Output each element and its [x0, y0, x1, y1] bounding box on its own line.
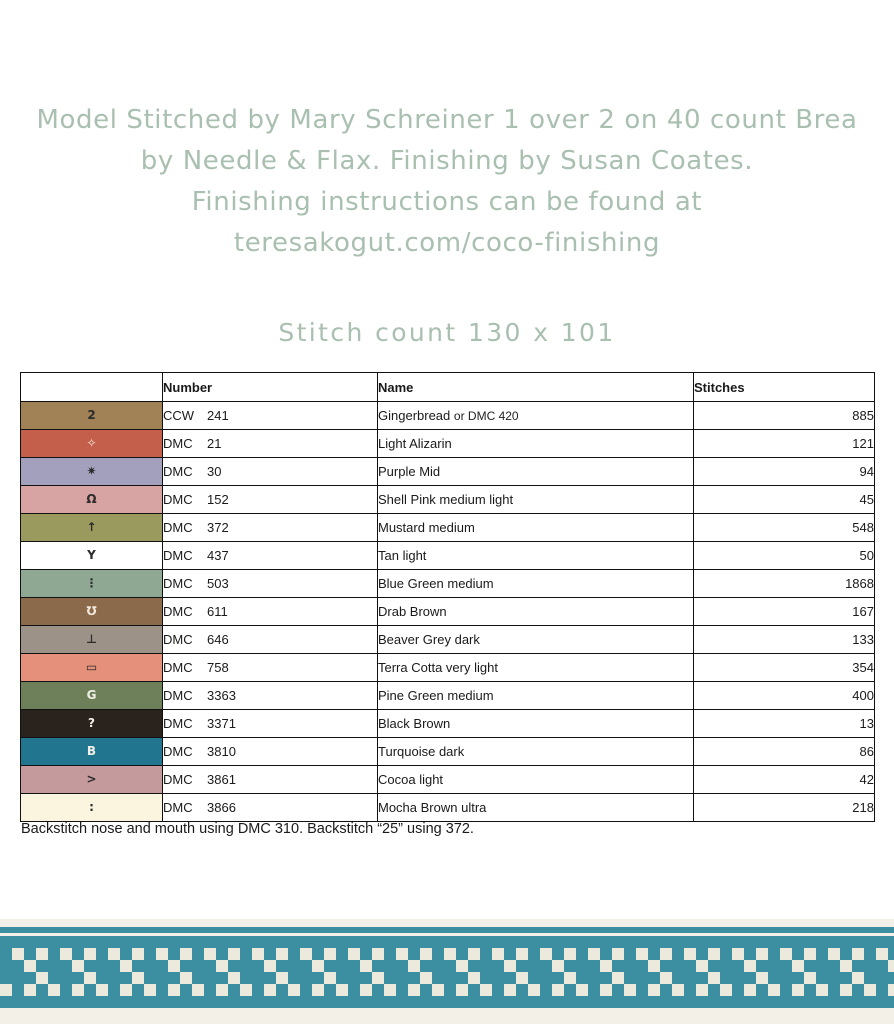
band-cell	[168, 984, 180, 996]
floss-code: 758	[207, 660, 229, 675]
band-cell	[72, 984, 84, 996]
band-cell	[840, 984, 852, 996]
band-cell	[228, 972, 240, 984]
band-cell	[864, 984, 876, 996]
band-cell	[288, 984, 300, 996]
band-cell	[468, 948, 480, 960]
stitch-count-cell: 400	[694, 682, 875, 710]
stitch-symbol: G	[86, 688, 97, 702]
floss-brand: DMC	[163, 716, 193, 731]
floss-number-cell	[163, 626, 378, 654]
floss-brand: DMC	[163, 688, 193, 703]
band-cell	[324, 948, 336, 960]
band-cell	[732, 948, 744, 960]
stitch-symbol: 2	[87, 408, 96, 422]
band-cell	[252, 948, 264, 960]
stitch-count-cell: 45	[694, 486, 875, 514]
floss-code: 3866	[207, 800, 236, 815]
stitch-count-cell: 133	[694, 626, 875, 654]
band-cell	[396, 948, 408, 960]
band-cell	[24, 984, 36, 996]
table-row	[21, 710, 875, 738]
stitch-count-cell: 42	[694, 766, 875, 794]
floss-name: Terra Cotta very light	[378, 660, 498, 675]
stitch-symbol: ⊥	[86, 632, 97, 646]
band-cell	[0, 984, 12, 996]
band-cell	[36, 972, 48, 984]
band-cell	[456, 960, 468, 972]
floss-table	[20, 372, 875, 822]
floss-name: Mustard medium	[378, 520, 475, 535]
band-cell	[708, 972, 720, 984]
floss-name: Light Alizarin	[378, 436, 452, 451]
column-header-symbol	[21, 373, 163, 402]
band-cell	[696, 984, 708, 996]
floss-brand: DMC	[163, 660, 193, 675]
band-cell	[336, 984, 348, 996]
floss-code: 372	[207, 520, 229, 535]
floss-brand: DMC	[163, 632, 193, 647]
table-row	[21, 682, 875, 710]
credits-block	[0, 100, 894, 264]
floss-name-cell	[378, 458, 694, 486]
band-cell	[744, 984, 756, 996]
band-cell	[132, 948, 144, 960]
floss-code: 437	[207, 548, 229, 563]
floss-code: 241	[207, 408, 229, 423]
band-cell	[840, 960, 852, 972]
floss-name: Shell Pink medium light	[378, 492, 514, 507]
color-swatch-cell	[21, 794, 163, 822]
floss-brand: DMC	[163, 436, 193, 451]
band-cell	[408, 984, 420, 996]
table-row	[21, 430, 875, 458]
stitch-symbol: ↑	[86, 520, 97, 534]
color-swatch-cell	[21, 738, 163, 766]
stitch-symbol: ℧	[86, 604, 97, 618]
floss-number-cell	[163, 570, 378, 598]
band-cell	[420, 948, 432, 960]
floss-number-cell	[163, 738, 378, 766]
floss-name: Black Brown	[378, 716, 451, 731]
floss-name-cell	[378, 598, 694, 626]
band-cell	[144, 984, 156, 996]
floss-name: Purple Mid	[378, 464, 441, 479]
floss-number-cell	[163, 430, 378, 458]
band-cell	[180, 948, 192, 960]
band-cell	[372, 948, 384, 960]
floss-name-cell	[378, 542, 694, 570]
floss-brand: DMC	[163, 604, 193, 619]
floss-brand: DMC	[163, 744, 193, 759]
floss-code: 152	[207, 492, 229, 507]
floss-brand: DMC	[163, 492, 193, 507]
floss-name-cell	[378, 738, 694, 766]
floss-name-cell	[378, 794, 694, 822]
band-cell	[516, 972, 528, 984]
stitch-symbol: ✷	[86, 464, 97, 478]
band-cell	[492, 948, 504, 960]
color-swatch-cell	[21, 458, 163, 486]
floss-name-cell	[378, 430, 694, 458]
band-cell	[420, 972, 432, 984]
band-cell	[264, 984, 276, 996]
band-cell	[672, 984, 684, 996]
backstitch-note: Backstitch nose and mouth using DMC 310. Backstitch “25” using 372.	[21, 821, 474, 837]
floss-code: 3371	[207, 716, 236, 731]
stitch-count-cell: 121	[694, 430, 875, 458]
band-cell	[264, 960, 276, 972]
band-cell	[612, 972, 624, 984]
band-cell	[240, 984, 252, 996]
stitch-symbol: Y	[87, 548, 96, 562]
band-cell	[564, 972, 576, 984]
floss-name-cell	[378, 402, 694, 430]
table-row	[21, 626, 875, 654]
stitch-symbol: ✧	[86, 436, 97, 450]
band-cell	[552, 960, 564, 972]
floss-brand: DMC	[163, 520, 193, 535]
floss-number-cell	[163, 682, 378, 710]
band-cell	[108, 948, 120, 960]
band-cell	[636, 948, 648, 960]
floss-code: 646	[207, 632, 229, 647]
color-swatch-cell	[21, 626, 163, 654]
floss-name: Cocoa light	[378, 772, 444, 787]
band-cell	[792, 960, 804, 972]
floss-code: 611	[207, 604, 228, 619]
band-cell	[360, 960, 372, 972]
band-cell	[852, 948, 864, 960]
table-header-row	[21, 373, 875, 402]
band-top-line	[0, 927, 894, 933]
floss-code: 503	[207, 576, 229, 591]
floss-code: 3861	[207, 772, 236, 787]
table-row	[21, 654, 875, 682]
stitch-count-cell: 885	[694, 402, 875, 430]
floss-number-cell	[163, 598, 378, 626]
floss-code: 21	[207, 436, 222, 451]
stitch-symbol: ▭	[85, 660, 98, 674]
credits-line-4: teresakogut.com/coco-finishing	[233, 228, 661, 258]
column-header-stitches: Stitches	[694, 373, 875, 402]
floss-brand: CCW	[163, 408, 195, 423]
band-cell	[312, 984, 324, 996]
band-cell	[216, 984, 228, 996]
band-cell	[744, 960, 756, 972]
column-header-number: Number	[163, 373, 378, 402]
band-cell	[804, 948, 816, 960]
band-cell	[504, 960, 516, 972]
band-cell	[156, 948, 168, 960]
floss-name-cell	[378, 514, 694, 542]
band-cell	[888, 984, 894, 996]
floss-number-cell	[163, 654, 378, 682]
band-cell	[12, 948, 24, 960]
band-cell	[696, 960, 708, 972]
band-cell	[660, 972, 672, 984]
band-cell	[648, 984, 660, 996]
color-swatch-cell	[21, 710, 163, 738]
floss-name: Tan light	[378, 548, 427, 563]
band-cell	[300, 948, 312, 960]
band-cell	[852, 972, 864, 984]
floss-number-cell	[163, 486, 378, 514]
floss-name: Gingerbread	[378, 408, 451, 423]
credits-line-1: Model Stitched by Mary Schreiner 1 over 2 on 40 count Brea	[36, 105, 858, 135]
band-cell	[528, 984, 540, 996]
floss-name-cell	[378, 570, 694, 598]
table-row	[21, 766, 875, 794]
band-cell	[624, 984, 636, 996]
band-cell	[204, 948, 216, 960]
stitch-symbol: Ω	[86, 492, 97, 506]
band-cell	[768, 984, 780, 996]
band-cell	[660, 948, 672, 960]
band-cell	[372, 972, 384, 984]
floss-number-cell	[163, 794, 378, 822]
floss-name-cell	[378, 626, 694, 654]
band-cell	[84, 972, 96, 984]
floss-name-cell	[378, 682, 694, 710]
floss-name-cell	[378, 486, 694, 514]
band-cell	[168, 960, 180, 972]
band-cell	[360, 984, 372, 996]
band-cell	[408, 960, 420, 972]
table-row	[21, 514, 875, 542]
band-cell	[828, 948, 840, 960]
floss-name: Pine Green medium	[378, 688, 494, 703]
table-row	[21, 794, 875, 822]
floss-code: 3810	[207, 744, 236, 759]
band-cell	[756, 972, 768, 984]
band-cell	[588, 948, 600, 960]
floss-brand: DMC	[163, 800, 193, 815]
stitch-symbol: B	[86, 744, 97, 758]
band-cell	[468, 972, 480, 984]
band-cell	[720, 984, 732, 996]
table-row	[21, 738, 875, 766]
color-swatch-cell	[21, 514, 163, 542]
band-cell	[576, 984, 588, 996]
band-cell	[804, 972, 816, 984]
stitch-count-label: Stitch count 130 x 101	[278, 318, 616, 347]
floss-name-cell	[378, 766, 694, 794]
band-cell	[72, 960, 84, 972]
credits-line-3: Finishing instructions can be found at	[191, 187, 703, 217]
band-cell	[192, 984, 204, 996]
band-cell	[456, 984, 468, 996]
color-swatch-cell	[21, 486, 163, 514]
band-cell	[504, 984, 516, 996]
band-cell	[600, 960, 612, 972]
band-cell	[756, 948, 768, 960]
floss-name: Beaver Grey dark	[378, 632, 480, 647]
band-cell	[120, 984, 132, 996]
stitch-symbol: >	[86, 772, 97, 786]
band-cell	[96, 984, 108, 996]
floss-name-cell	[378, 710, 694, 738]
band-checker-pattern	[0, 936, 894, 1008]
color-swatch-cell	[21, 598, 163, 626]
band-cell	[348, 948, 360, 960]
band-cell	[684, 948, 696, 960]
band-cell	[60, 948, 72, 960]
band-cell	[84, 948, 96, 960]
floss-number-cell	[163, 402, 378, 430]
color-swatch-cell	[21, 654, 163, 682]
floss-name: Blue Green medium	[378, 576, 494, 591]
floss-number-cell	[163, 514, 378, 542]
stitch-count-cell: 354	[694, 654, 875, 682]
floss-name: Drab Brown	[378, 604, 447, 619]
floss-code: 30	[207, 464, 222, 479]
color-swatch-cell	[21, 430, 163, 458]
band-cell	[228, 948, 240, 960]
band-cell	[276, 972, 288, 984]
floss-brand: DMC	[163, 464, 193, 479]
band-cell	[216, 960, 228, 972]
color-swatch-cell	[21, 402, 163, 430]
floss-name: Mocha Brown ultra	[378, 800, 487, 815]
band-cell	[324, 972, 336, 984]
stitch-count-cell: 1868	[694, 570, 875, 598]
table-row	[21, 458, 875, 486]
band-cell	[120, 960, 132, 972]
band-cell	[24, 960, 36, 972]
floss-name-alt: or DMC 420	[453, 409, 519, 423]
decorative-border-band	[0, 919, 894, 1024]
band-cell	[780, 948, 792, 960]
band-cell	[708, 948, 720, 960]
color-swatch-cell	[21, 766, 163, 794]
color-swatch-cell	[21, 542, 163, 570]
table-row	[21, 542, 875, 570]
band-cell	[816, 984, 828, 996]
band-cell	[276, 948, 288, 960]
color-swatch-cell	[21, 570, 163, 598]
floss-number-cell	[163, 766, 378, 794]
band-cell	[312, 960, 324, 972]
stitch-count-cell: 50	[694, 542, 875, 570]
table-row	[21, 598, 875, 626]
floss-number-cell	[163, 542, 378, 570]
stitch-count-cell: 548	[694, 514, 875, 542]
band-cell	[888, 960, 894, 972]
floss-brand: DMC	[163, 772, 193, 787]
floss-number-cell	[163, 458, 378, 486]
floss-brand: DMC	[163, 576, 193, 591]
band-cell	[36, 948, 48, 960]
floss-name-cell	[378, 654, 694, 682]
stitch-count-cell: 86	[694, 738, 875, 766]
floss-name: Turquoise dark	[378, 744, 465, 759]
band-cell	[132, 972, 144, 984]
floss-brand: DMC	[163, 548, 193, 563]
band-cell	[600, 984, 612, 996]
column-header-name: Name	[378, 373, 694, 402]
stitch-count-cell: 13	[694, 710, 875, 738]
table-row	[21, 402, 875, 430]
stitch-count-cell: 167	[694, 598, 875, 626]
band-cell	[552, 984, 564, 996]
band-cell	[564, 948, 576, 960]
stitch-symbol: ⋮	[85, 576, 98, 590]
stitch-count-cell: 218	[694, 794, 875, 822]
band-cell	[648, 960, 660, 972]
credits-line-2: by Needle & Flax. Finishing by Susan Coates.	[140, 146, 754, 176]
stitch-count-cell: 94	[694, 458, 875, 486]
band-cell	[876, 948, 888, 960]
stitch-symbol: ?	[88, 716, 95, 730]
floss-code: 3363	[207, 688, 236, 703]
table-row	[21, 570, 875, 598]
band-cell	[516, 948, 528, 960]
band-cell	[444, 948, 456, 960]
color-swatch-cell	[21, 682, 163, 710]
band-cell	[48, 984, 60, 996]
band-cell	[180, 972, 192, 984]
table-row	[21, 486, 875, 514]
band-cell	[384, 984, 396, 996]
band-cell	[480, 984, 492, 996]
band-cell	[792, 984, 804, 996]
stitch-symbol: :	[89, 800, 94, 814]
band-cell	[612, 948, 624, 960]
band-cell	[432, 984, 444, 996]
floss-number-cell	[163, 710, 378, 738]
band-cell	[540, 948, 552, 960]
